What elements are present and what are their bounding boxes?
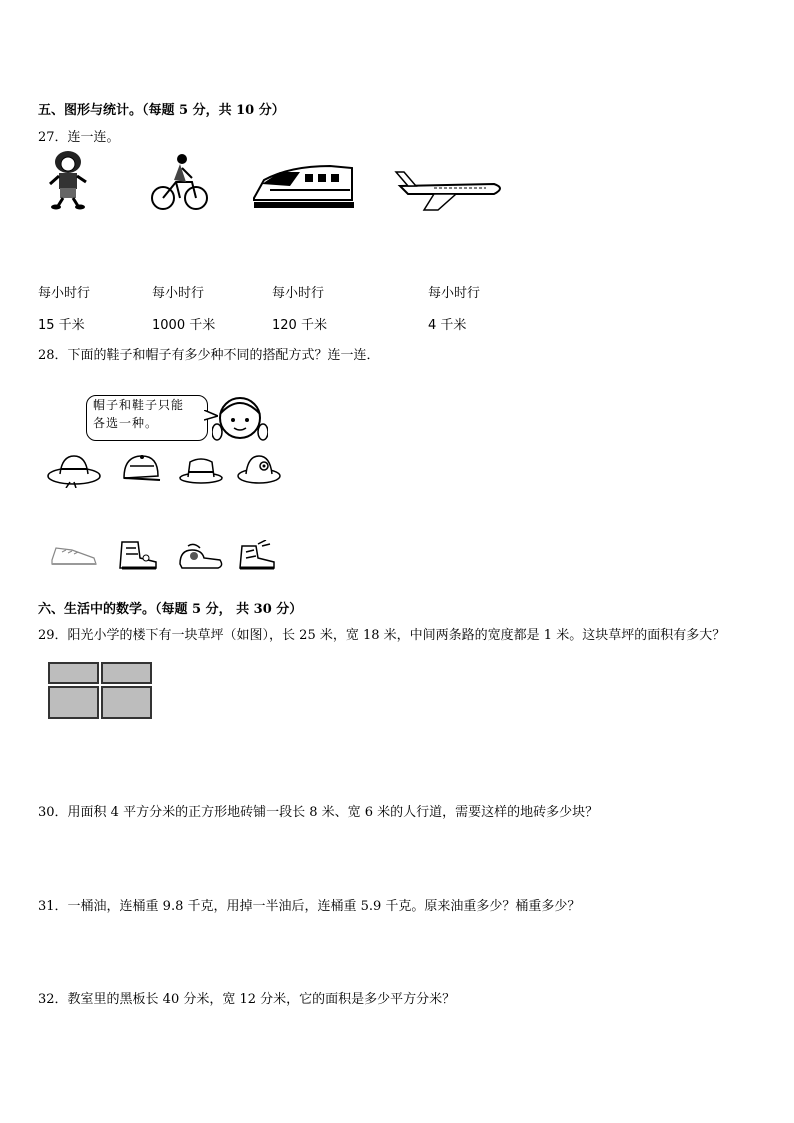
speech-line-1: 帽子和鞋子只能 [93, 398, 185, 412]
speech-bubble [86, 395, 208, 441]
speed-label-value: 15 千米 [38, 318, 85, 333]
train-icon [250, 158, 360, 212]
sun-hat-icon [46, 452, 102, 488]
speed-label-line1: 每小时行 [38, 286, 91, 301]
cyclist-icon [150, 152, 210, 214]
question-27-text: 27．连一连。 [38, 130, 120, 145]
question-32-text: 32．教室里的黑板长 40 分米，宽 12 分米，它的面积是多少平方分米？ [38, 992, 456, 1007]
sneaker-icon [48, 542, 100, 570]
boot-icon [116, 538, 160, 572]
girl-walking-icon [44, 148, 92, 210]
fedora-icon [178, 456, 224, 486]
speed-label-line1: 每小时行 [152, 286, 205, 301]
question-30-text: 30．用面积 4 平方分米的正方形地砖铺一段长 8 米、宽 6 米的人行道，需要这样的地砖多少块？ [38, 805, 599, 820]
speed-label-value: 4 千米 [428, 318, 467, 333]
speech-line-2: 各选一种。 [93, 416, 159, 430]
lawn-plot [101, 662, 152, 684]
section-6-title: 六、生活中的数学。（每题 5 分， 共 30 分） [38, 602, 303, 617]
speed-label-value: 120 千米 [272, 318, 327, 333]
question-31-text: 31．一桶油，连桶重 9.8 千克，用掉一半油后，连桶重 5.9 千克。原来油重多少？桶重多少？ [38, 899, 581, 914]
lawn-plot [48, 686, 99, 719]
question-28-text: 28．下面的鞋子和帽子有多少种不同的搭配方式？连一连． [38, 348, 380, 363]
question-29-text: 29．阳光小学的楼下有一块草坪（如图），长 25 米，宽 18 米，中间两条路的宽度都是 1 米。这块草坪的面积有多大？ [38, 628, 726, 643]
lawn-plot [101, 686, 152, 719]
bow-hat-icon [236, 452, 282, 486]
speed-label-line1: 每小时行 [428, 286, 481, 301]
section-5-title: 五、图形与统计。（每题 5 分，共 10 分） [38, 103, 285, 118]
speed-label-value: 1000 千米 [152, 318, 216, 333]
cap-icon [120, 452, 162, 486]
airplane-icon [394, 168, 508, 214]
sport-shoe-icon [236, 540, 278, 574]
lawn-plot [48, 662, 99, 684]
girl-face-icon [212, 392, 268, 444]
speed-label-line1: 每小时行 [272, 286, 325, 301]
baby-shoe-icon [176, 542, 226, 572]
